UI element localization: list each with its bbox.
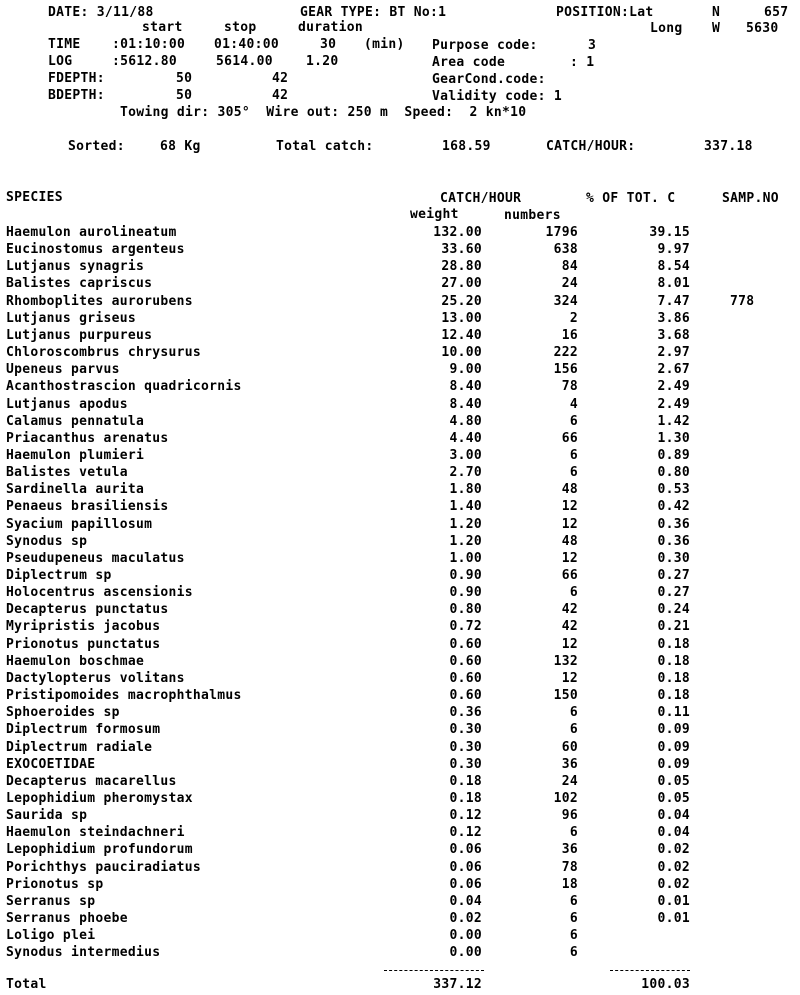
table-row (0, 876, 800, 893)
catch-numbers: 6 (569, 893, 578, 909)
pct-of-total: 2.49 (657, 396, 690, 412)
species-name: Lepophidium profundorum (6, 842, 193, 858)
catch-weight: 0.90 (449, 568, 482, 583)
samp-no-header: SAMP.NO (722, 191, 779, 206)
catch-weight: 28.80 (441, 259, 482, 275)
pct-of-total: 39.15 (649, 225, 690, 240)
table-row (0, 739, 800, 756)
catch-weight: 1.40 (449, 499, 482, 515)
table-row (0, 927, 800, 944)
table-row (0, 481, 800, 498)
species-name: Lutjanus purpureus (6, 327, 153, 343)
species-name: Haemulon steindachneri (6, 825, 185, 841)
pct-of-total: 0.04 (657, 825, 690, 841)
table-row (0, 361, 800, 378)
catch-numbers: 78 (561, 859, 578, 875)
catch-weight: 132.00 (433, 225, 482, 240)
table-row (0, 516, 800, 533)
gearcond-code-label: GearCond.code: (432, 72, 546, 87)
species-name: Haemulon plumieri (6, 447, 145, 463)
pct-of-total: 0.89 (657, 447, 690, 463)
catch-weight: 0.02 (449, 911, 482, 926)
pct-of-total: 0.09 (657, 739, 690, 755)
catch-weight: 0.04 (449, 893, 482, 909)
catch-weight: 0.80 (449, 602, 482, 618)
pct-of-total: 9.97 (657, 242, 690, 258)
species-name: Prionotus sp (6, 876, 104, 892)
species-name: Prionotus punctatus (6, 636, 161, 652)
log-label: LOG (48, 54, 73, 69)
pct-of-total: 0.53 (657, 482, 690, 498)
catch-numbers: 18 (561, 876, 578, 892)
pct-of-total: 0.02 (657, 876, 690, 892)
sorted-label: Sorted: (68, 139, 125, 154)
col-stop: stop (224, 20, 257, 35)
pct-of-total: 0.09 (657, 756, 690, 772)
catch-numbers: 6 (569, 722, 578, 738)
total-catch-label: Total catch: (276, 139, 374, 154)
catch-weight: 0.06 (449, 842, 482, 858)
total-label: Total (6, 977, 47, 992)
pct-of-total: 0.21 (657, 619, 690, 635)
catch-weight: 0.30 (449, 739, 482, 755)
pct-of-total: 0.18 (657, 636, 690, 652)
table-row (0, 601, 800, 618)
catch-weight: 0.60 (449, 688, 482, 704)
species-name: EXOCOETIDAE (6, 756, 96, 772)
lat-direction: N (712, 5, 721, 20)
catch-weight: 8.40 (449, 396, 482, 412)
table-row (0, 344, 800, 361)
table-row (0, 533, 800, 550)
catch-numbers: 84 (561, 259, 578, 275)
table-row (0, 275, 800, 292)
numbers-header: numbers (504, 208, 561, 223)
area-code-value: : 1 (570, 55, 595, 70)
pct-total-header: % OF TOT. C (586, 191, 676, 206)
table-row (0, 430, 800, 447)
catch-numbers: 60 (561, 739, 578, 755)
table-row (0, 447, 800, 464)
table-row (0, 378, 800, 395)
pct-of-total: 0.18 (657, 670, 690, 686)
pct-total-rule (610, 970, 690, 971)
position-label: POSITION:Lat (556, 5, 654, 20)
catch-weight: 12.40 (441, 327, 482, 343)
table-row (0, 670, 800, 687)
pct-of-total: 0.36 (657, 533, 690, 549)
catch-numbers: 6 (569, 825, 578, 841)
pct-of-total: 0.01 (657, 911, 690, 926)
catch-numbers: 16 (561, 327, 578, 343)
catch-numbers: 42 (561, 619, 578, 635)
weight-header: weight (410, 207, 459, 222)
time-unit: (min) (364, 37, 405, 52)
catch-weight: 0.72 (449, 619, 482, 635)
species-name: Balistes capriscus (6, 276, 153, 292)
catch-numbers: 222 (553, 345, 578, 361)
species-name: Balistes vetula (6, 465, 128, 481)
species-name: Decapterus punctatus (6, 602, 169, 618)
table-row (0, 841, 800, 858)
species-name: Calamus pennatula (6, 413, 145, 429)
catch-numbers: 48 (561, 482, 578, 498)
catch-weight: 1.80 (449, 482, 482, 498)
pct-of-total: 3.68 (657, 327, 690, 343)
catch-numbers: 66 (561, 568, 578, 583)
catch-weight: 0.12 (449, 825, 482, 841)
catch-weight: 13.00 (441, 310, 482, 326)
catch-numbers: 150 (553, 688, 578, 704)
catch-weight: 10.00 (441, 345, 482, 361)
table-row (0, 258, 800, 275)
pct-of-total: 0.27 (657, 568, 690, 583)
table-row (0, 790, 800, 807)
catch-numbers: 24 (561, 276, 578, 292)
table-row (0, 859, 800, 876)
species-name: Synodus sp (6, 533, 88, 549)
table-row (0, 721, 800, 738)
total-pct: 100.03 (641, 977, 690, 992)
pct-of-total: 0.02 (657, 859, 690, 875)
gear-type: GEAR TYPE: BT No:1 (300, 5, 447, 20)
total-catch-value: 168.59 (442, 139, 491, 154)
pct-of-total: 0.18 (657, 688, 690, 704)
species-name: Saurida sp (6, 808, 88, 824)
fdepth-start: 50 (176, 71, 193, 86)
catch-numbers: 6 (569, 928, 578, 944)
catch-weight: 27.00 (441, 276, 482, 292)
species-name: Diplectrum radiale (6, 739, 153, 755)
catch-weight: 0.60 (449, 636, 482, 652)
table-row (0, 756, 800, 773)
log-start: :5612.80 (112, 54, 178, 69)
catch-numbers: 6 (569, 705, 578, 721)
pct-of-total: 0.24 (657, 602, 690, 618)
species-name: Lepophidium pheromystax (6, 790, 193, 806)
table-row (0, 807, 800, 824)
species-name: Myripristis jacobus (6, 619, 161, 635)
table-row (0, 241, 800, 258)
bdepth-start: 50 (176, 88, 193, 103)
table-row (0, 464, 800, 481)
catch-weight: 0.18 (449, 773, 482, 789)
species-name: Syacium papillosum (6, 516, 153, 532)
catch-weight: 0.18 (449, 790, 482, 806)
table-row (0, 567, 800, 584)
catch-weight: 2.70 (449, 465, 482, 481)
time-label: TIME (48, 37, 81, 52)
catch-numbers: 12 (561, 499, 578, 515)
validity-code: Validity code: 1 (432, 89, 563, 104)
table-row (0, 944, 800, 961)
table-row (0, 396, 800, 413)
col-start: start (142, 20, 183, 35)
pct-of-total: 7.47 (657, 293, 690, 309)
catch-weight: 4.80 (449, 413, 482, 429)
species-name: Decapterus macarellus (6, 773, 177, 789)
catch-numbers: 78 (561, 379, 578, 395)
pct-of-total: 0.42 (657, 499, 690, 515)
catch-weight: 8.40 (449, 379, 482, 395)
table-row (0, 773, 800, 790)
table-row (0, 824, 800, 841)
species-name: Loligo plei (6, 928, 96, 944)
catch-numbers: 48 (561, 533, 578, 549)
catch-numbers: 102 (553, 790, 578, 806)
species-name: Acanthostrascion quadricornis (6, 379, 242, 395)
catch-numbers: 4 (569, 396, 578, 412)
time-start: :01:10:00 (112, 37, 186, 52)
bdepth-stop: 42 (272, 88, 289, 103)
catch-weight: 0.00 (449, 945, 482, 961)
table-row (0, 550, 800, 567)
species-name: Lutjanus apodus (6, 396, 128, 412)
table-row (0, 310, 800, 327)
catch-numbers: 42 (561, 602, 578, 618)
pct-of-total: 0.18 (657, 653, 690, 669)
long-label: Long (650, 21, 683, 36)
table-row (0, 327, 800, 344)
catch-weight: 3.00 (449, 447, 482, 463)
catch-numbers: 12 (561, 516, 578, 532)
species-name: Sphoeroides sp (6, 705, 120, 721)
pct-of-total: 8.54 (657, 259, 690, 275)
species-name: Pristipomoides macrophthalmus (6, 688, 242, 704)
catch-numbers: 324 (553, 293, 578, 309)
table-row (0, 224, 800, 241)
catch-weight: 0.06 (449, 876, 482, 892)
catch-hour-label: CATCH/HOUR: (546, 139, 636, 154)
species-name: Penaeus brasiliensis (6, 499, 169, 515)
catch-weight: 0.90 (449, 585, 482, 601)
catch-numbers: 6 (569, 465, 578, 481)
area-code-label: Area code (432, 55, 506, 70)
pct-of-total: 0.11 (657, 705, 690, 721)
pct-of-total: 2.97 (657, 345, 690, 361)
weight-total-rule (384, 970, 484, 971)
date-label: DATE: 3/11/88 (48, 5, 154, 20)
bdepth-label: BDEPTH: (48, 88, 105, 103)
catch-weight: 1.20 (449, 516, 482, 532)
table-row (0, 293, 800, 310)
catch-numbers: 2 (569, 310, 578, 326)
species-name: Diplectrum formosum (6, 722, 161, 738)
catch-numbers: 1796 (545, 225, 578, 240)
catch-hour-value: 337.18 (704, 139, 753, 154)
log-stop: 5614.00 (216, 54, 273, 69)
catch-weight: 33.60 (441, 242, 482, 258)
time-duration: 30 (320, 37, 337, 52)
species-header: SPECIES (6, 190, 63, 205)
catch-numbers: 156 (553, 362, 578, 378)
catch-numbers: 36 (561, 756, 578, 772)
table-row (0, 584, 800, 601)
pct-of-total: 0.09 (657, 722, 690, 738)
pct-of-total: 8.01 (657, 276, 690, 292)
sample-number: 778 (730, 293, 755, 309)
table-row (0, 413, 800, 430)
catch-numbers: 6 (569, 945, 578, 961)
pct-of-total: 0.27 (657, 585, 690, 601)
pct-of-total: 2.49 (657, 379, 690, 395)
species-name: Pseudupeneus maculatus (6, 550, 185, 566)
pct-of-total: 0.01 (657, 893, 690, 909)
purpose-code-label: Purpose code: (432, 38, 538, 53)
species-name: Synodus intermedius (6, 945, 161, 961)
pct-of-total: 0.05 (657, 790, 690, 806)
catch-weight: 9.00 (449, 362, 482, 378)
fdepth-stop: 42 (272, 71, 289, 86)
fdepth-label: FDEPTH: (48, 71, 105, 86)
pct-of-total: 0.30 (657, 550, 690, 566)
pct-of-total: 2.67 (657, 362, 690, 378)
table-row (0, 704, 800, 721)
catch-numbers: 638 (553, 242, 578, 258)
pct-of-total: 0.04 (657, 808, 690, 824)
long-value: 5630 (746, 21, 779, 36)
table-row (0, 653, 800, 670)
catch-weight: 1.20 (449, 533, 482, 549)
pct-of-total: 0.05 (657, 773, 690, 789)
species-name: Eucinostomus argenteus (6, 242, 185, 258)
table-row (0, 498, 800, 515)
catch-numbers: 66 (561, 430, 578, 446)
catch-numbers: 6 (569, 911, 578, 926)
catch-weight: 0.60 (449, 653, 482, 669)
time-stop: 01:40:00 (214, 37, 280, 52)
species-name: Priacanthus arenatus (6, 430, 169, 446)
table-row (0, 687, 800, 704)
total-weight: 337.12 (433, 977, 482, 992)
species-name: Lutjanus synagris (6, 259, 145, 275)
species-name: Serranus phoebe (6, 911, 128, 926)
species-name: Dactylopterus volitans (6, 670, 185, 686)
species-name: Chloroscombrus chrysurus (6, 345, 202, 361)
catch-weight: 0.36 (449, 705, 482, 721)
table-row (0, 893, 800, 910)
purpose-code-value: 3 (588, 38, 597, 53)
catch-weight: 0.30 (449, 756, 482, 772)
catch-numbers: 132 (553, 653, 578, 669)
catch-weight: 0.00 (449, 928, 482, 944)
species-name: Sardinella aurita (6, 482, 145, 498)
species-name: Porichthys pauciradiatus (6, 859, 202, 875)
catch-numbers: 12 (561, 636, 578, 652)
catch-numbers: 6 (569, 413, 578, 429)
catch-weight: 25.20 (441, 293, 482, 309)
species-name: Diplectrum sp (6, 568, 112, 583)
catch-numbers: 24 (561, 773, 578, 789)
pct-of-total: 3.86 (657, 310, 690, 326)
pct-of-total: 0.36 (657, 516, 690, 532)
catch-weight: 0.06 (449, 859, 482, 875)
catch-weight: 0.60 (449, 670, 482, 686)
lat-value: 657 (764, 5, 789, 20)
species-name: Haemulon boschmae (6, 653, 145, 669)
catch-numbers: 12 (561, 670, 578, 686)
table-row (0, 636, 800, 653)
catch-numbers: 6 (569, 585, 578, 601)
species-name: Holocentrus ascensionis (6, 585, 193, 601)
catch-numbers: 96 (561, 808, 578, 824)
species-name: Rhomboplites aurorubens (6, 293, 193, 309)
species-name: Serranus sp (6, 893, 96, 909)
towing-line: Towing dir: 305° Wire out: 250 m Speed: 2 kn*10 (120, 105, 527, 120)
catch-weight: 1.00 (449, 550, 482, 566)
species-name: Upeneus parvus (6, 362, 120, 378)
pct-of-total: 0.02 (657, 842, 690, 858)
pct-of-total: 0.80 (657, 465, 690, 481)
table-row (0, 618, 800, 635)
pct-of-total: 1.30 (657, 430, 690, 446)
catch-weight: 4.40 (449, 430, 482, 446)
sorted-value: 68 Kg (160, 139, 201, 154)
species-name: Haemulon aurolineatum (6, 225, 177, 240)
log-duration: 1.20 (306, 54, 339, 69)
species-name: Lutjanus griseus (6, 310, 137, 326)
catch-hour-header: CATCH/HOUR (440, 191, 522, 206)
table-row (0, 910, 800, 927)
catch-numbers: 6 (569, 447, 578, 463)
catch-weight: 0.12 (449, 808, 482, 824)
catch-numbers: 36 (561, 842, 578, 858)
long-direction: W (712, 21, 721, 36)
pct-of-total: 1.42 (657, 413, 690, 429)
catch-numbers: 12 (561, 550, 578, 566)
catch-weight: 0.30 (449, 722, 482, 738)
col-duration: duration (298, 20, 364, 35)
